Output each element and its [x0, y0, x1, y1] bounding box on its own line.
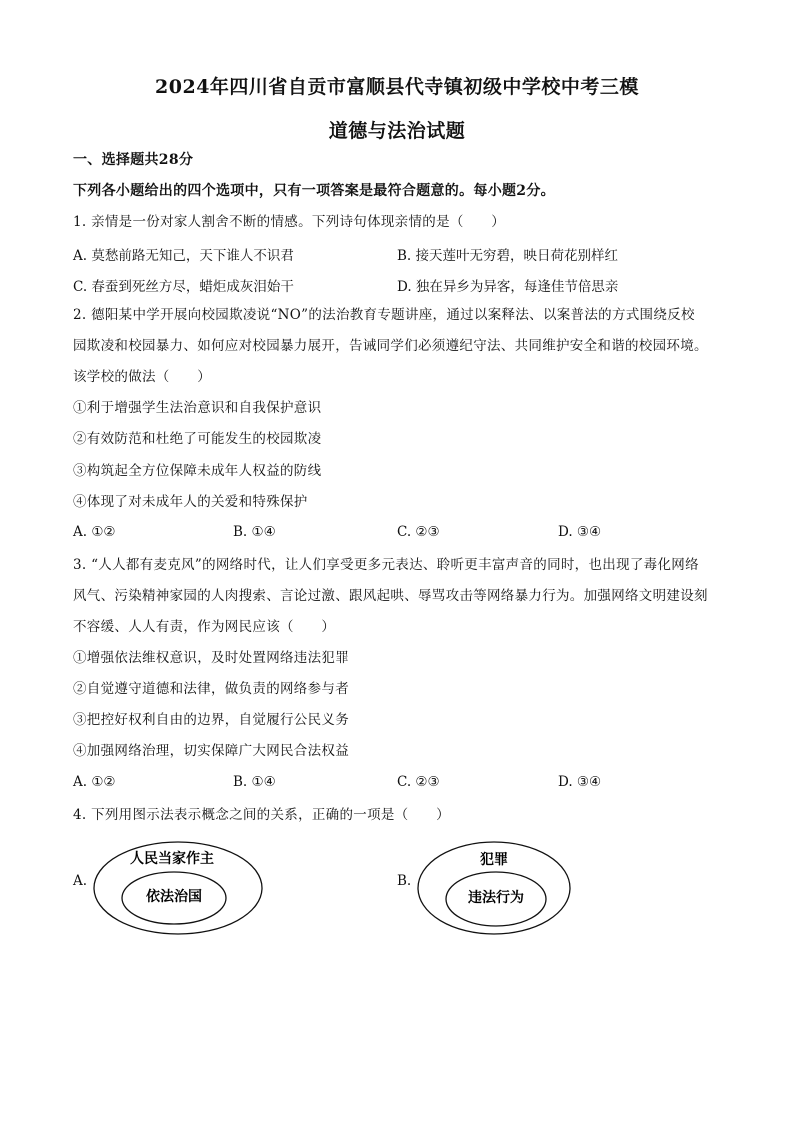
diagram-a-outer-label: 人民当家作主	[130, 851, 214, 867]
question-1-option-c: C. 春蚕到死丝方尽，蜡炬成灰泪始干	[73, 279, 294, 295]
instruction: 下列各小题给出的四个选项中，只有一项答案是最符合题意的。每小题2分。	[73, 183, 555, 199]
question-2-statement-1: ①利于增强学生法治意识和自我保护意识	[73, 400, 322, 416]
question-2-option-b: B. ①④	[233, 524, 276, 540]
question-3-option-c: C. ②③	[397, 774, 440, 790]
question-1-option-b: B. 接天莲叶无穷碧，映日荷花别样红	[397, 248, 619, 264]
diagram-b-inner-label: 违法行为	[468, 890, 524, 906]
question-3-stem-line-2: 风气、污染精神家园的人肉搜索、言论过激、跟风起哄、辱骂攻击等网络暴力行为。加强网络文明建设刻	[73, 588, 708, 604]
diagram-b-outer-label: 犯罪	[480, 852, 508, 868]
question-3-stem-line-1: 3. “人人都有麦克风”的网络时代，让人们享受更多元表达、聆听更丰富声音的同时，也出现了毒化网络	[73, 557, 699, 573]
exam-subtitle: 道德与法治试题	[328, 120, 466, 142]
diagram-a-inner-label: 依法治国	[146, 889, 202, 905]
question-2-statement-2: ②有效防范和杜绝了可能发生的校园欺凌	[73, 431, 322, 447]
question-2-statement-3: ③构筑起全方位保障未成年人权益的防线	[73, 463, 322, 479]
question-1-option-a: A. 莫愁前路无知己，天下谁人不识君	[73, 248, 294, 264]
question-3-option-d: D. ③④	[558, 774, 602, 790]
question-3-stem-line-3: 不容缓、人人有责，作为网民应该（ ）	[73, 619, 336, 635]
question-3-statement-3: ③把控好权利自由的边界，自觉履行公民义务	[73, 712, 349, 728]
question-3-option-a: A. ①②	[73, 774, 116, 790]
question-1-option-d: D. 独在异乡为异客，每逢佳节倍思亲	[397, 279, 619, 295]
question-4-option-a-label: A.	[73, 873, 88, 889]
question-2-option-d: D. ③④	[558, 524, 602, 540]
question-4-stem: 4. 下列用图示法表示概念之间的关系，正确的一项是（ ）	[73, 807, 450, 823]
question-3-statement-2: ②自觉遵守道德和法律，做负责的网络参与者	[73, 681, 349, 697]
question-3-statement-4: ④加强网络治理，切实保障广大网民合法权益	[73, 743, 349, 759]
question-4-option-b-label: B.	[397, 873, 412, 889]
question-2-stem-line-1: 2. 德阳某中学开展向校园欺凌说“NO”的法治教育专题讲座，通过以案释法、以案普法的方式围绕反校	[73, 307, 695, 323]
question-2-option-a: A. ①②	[73, 524, 116, 540]
section-heading: 一、选择题共28分	[73, 152, 194, 168]
question-1-stem: 1. 亲情是一份对家人割舍不断的情感。下列诗句体现亲情的是（ ）	[73, 214, 506, 230]
question-4-diagram-b	[414, 838, 584, 938]
question-3-statement-1: ①增强依法维权意识，及时处置网络违法犯罪	[73, 650, 349, 666]
question-4-diagram-a	[90, 840, 270, 940]
question-2-stem-line-3: 该学校的做法（ ）	[73, 369, 211, 385]
question-2-statement-4: ④体现了对未成年人的关爱和特殊保护	[73, 494, 308, 510]
question-2-option-c: C. ②③	[397, 524, 440, 540]
exam-title: 2024年四川省自贡市富顺县代寺镇初级中学校中考三模	[155, 76, 639, 98]
question-2-stem-line-2: 园欺凌和校园暴力、如何应对校园暴力展开，告诫同学们必须遵纪守法、共同维护安全和谐的校园环境。	[73, 338, 708, 354]
question-3-option-b: B. ①④	[233, 774, 276, 790]
